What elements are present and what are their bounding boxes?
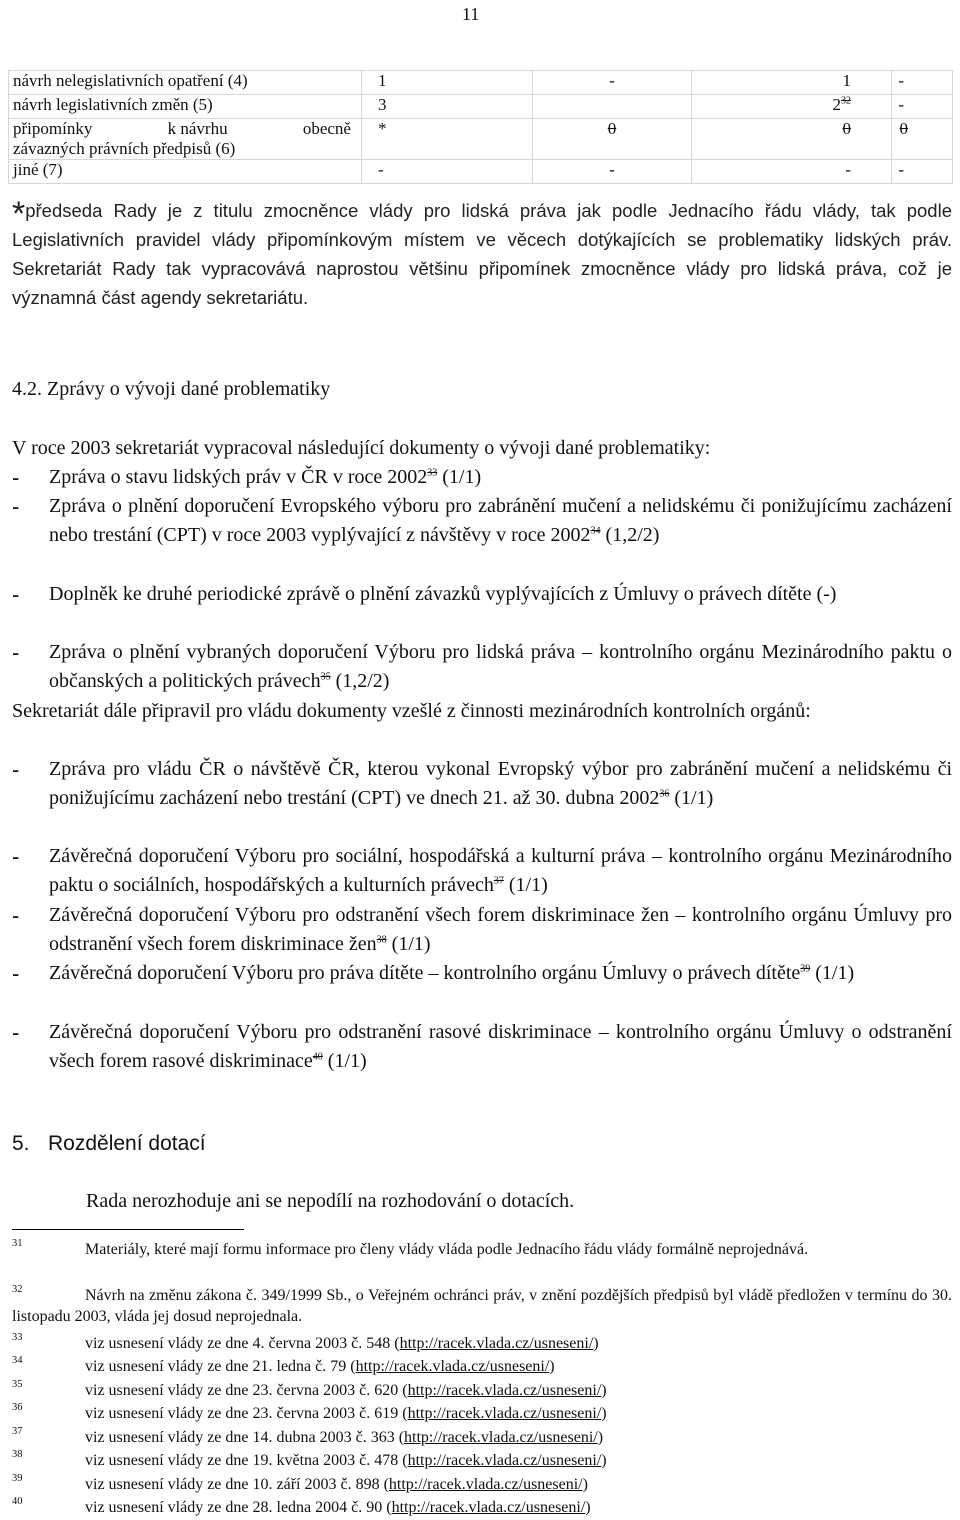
item-tail: (1/1) — [669, 787, 714, 809]
table-cell: 1 — [362, 71, 533, 95]
table-note — [12, 196, 952, 312]
table-cell: 0 — [533, 119, 692, 160]
label-part: závazných právních předpisů (6) — [13, 139, 236, 158]
footnote — [12, 1474, 952, 1495]
row-label: návrh nelegislativních opatření (4) — [9, 71, 362, 95]
list-item — [12, 463, 952, 492]
paragraph: Rada nerozhoduje ani se nepodílí na rozhodování o dotacích. — [86, 1190, 575, 1212]
footnote-text: viz usnesení vlády ze dne 21. ledna č. 79 ( — [85, 1358, 356, 1375]
footnote-text: viz usnesení vlády ze dne 23. června 2003 č. 619 ( — [85, 1405, 408, 1422]
dash-bullet: - — [12, 494, 20, 519]
footnote-ref: 37 — [493, 875, 504, 887]
footnote-text: viz usnesení vlády ze dne 4. června 2003 č. 548 ( — [85, 1335, 400, 1352]
statistics-table — [8, 70, 953, 184]
footnote-link[interactable]: http://racek.vlada.cz/usneseni/ — [399, 1335, 594, 1352]
footnote-separator — [12, 1229, 244, 1230]
dash-bullet: - — [12, 844, 20, 869]
footnote-text: viz usnesení vlády ze dne 19. května 2003 č. 478 ( — [85, 1452, 408, 1469]
row-label: jiné (7) — [9, 160, 362, 184]
list-item — [12, 492, 952, 550]
item-tail: (1,2/2) — [600, 524, 660, 546]
item-tail: (1,2/2) — [330, 670, 390, 692]
footnote-number: 36 — [12, 1402, 23, 1413]
dash-bullet: - — [12, 903, 20, 928]
footnote-end: ) — [593, 1335, 599, 1352]
table-cell: 0 — [692, 119, 892, 160]
asterisk-mark: * — [12, 195, 26, 233]
item-tail: (1/1) — [437, 466, 482, 488]
footnote — [12, 1497, 952, 1518]
table-cell: 0 — [892, 119, 953, 160]
label-part: k návrhu — [167, 119, 228, 138]
footnote-number: 38 — [12, 1449, 23, 1460]
item-text: Zpráva pro vládu ČR o návštěvě ČR, kterou vykonal Evropský výbor pro zabránění mučení a nelidskému či ponižujícímu zacházení nebo trestání (CPT) ve dnech 21. až 30. dubna 2002 — [49, 758, 952, 809]
row-label: návrh legislativních změn (5) — [9, 95, 362, 119]
footnote-text: viz usnesení vlády ze dne 14. dubna 2003 č. 363 ( — [85, 1429, 405, 1446]
table-row — [9, 119, 953, 160]
footnote — [12, 1450, 952, 1471]
item-tail: (1/1) — [810, 962, 855, 984]
paragraph: V roce 2003 sekretariát vypracoval následující dokumenty o vývoji dané problematiky: — [12, 437, 711, 459]
footnote-number: 37 — [12, 1426, 23, 1437]
table-cell: 3 — [362, 95, 533, 119]
table-cell: - — [533, 160, 692, 184]
footnote-link[interactable]: http://racek.vlada.cz/usneseni/ — [404, 1429, 598, 1446]
table-cell: - — [362, 160, 533, 184]
item-text: Závěrečná doporučení Výboru pro sociální, hospodářská a kulturní práva – kontrolního orgánu Mezinárodního paktu o sociálních, hospodářských a kulturních právech — [49, 845, 952, 896]
item-text: Doplněk ke druhé periodické zprávě o plnění závazků vyplývajících z Úmluvy o právech dítěte (-) — [49, 583, 837, 605]
footnote-number: 34 — [12, 1355, 23, 1366]
table-row — [9, 71, 953, 95]
footnote — [12, 1333, 952, 1354]
label-part: obecně — [302, 119, 351, 138]
footnote-end: ) — [585, 1499, 591, 1516]
list-item — [12, 755, 952, 813]
dash-bullet: - — [12, 640, 20, 665]
table-cell: - — [692, 160, 892, 184]
table-cell: - — [892, 71, 953, 95]
footnote-number: 39 — [12, 1473, 23, 1484]
cell-value: 2 — [832, 95, 841, 114]
page-number: 11 — [462, 4, 480, 24]
footnote-end: ) — [601, 1405, 607, 1422]
footnote-link[interactable]: http://racek.vlada.cz/usneseni/ — [355, 1358, 550, 1375]
table-row — [9, 95, 953, 119]
table-cell: - — [892, 160, 953, 184]
footnote-ref: 33 — [427, 467, 438, 479]
item-tail: (1/1) — [386, 933, 431, 955]
footnote-end: ) — [601, 1382, 607, 1399]
section-heading: 4.2. Zprávy o vývoji dané problematiky — [12, 378, 331, 400]
list-item — [12, 1018, 952, 1076]
footnote-link[interactable]: http://racek.vlada.cz/usneseni/ — [407, 1405, 602, 1422]
footnote-ref: 36 — [659, 788, 670, 800]
list-item — [12, 959, 952, 988]
footnote-text: Materiály, které mají formu informace pro členy vlády vláda podle Jednacího řádu vlády formálně neprojednává. — [85, 1241, 809, 1258]
footnote-end: ) — [601, 1452, 607, 1469]
dash-bullet: - — [12, 582, 20, 607]
item-tail: (1/1) — [322, 1050, 367, 1072]
footnote — [12, 1356, 952, 1377]
footnote-link[interactable]: http://racek.vlada.cz/usneseni/ — [407, 1452, 602, 1469]
footnote-number: 32 — [12, 1284, 23, 1295]
table-cell — [692, 95, 892, 119]
list-item — [12, 901, 952, 959]
footnote-ref: 38 — [376, 934, 387, 946]
footnote-ref: 39 — [800, 963, 811, 975]
dash-bullet: - — [12, 1020, 20, 1045]
footnote-ref: 34 — [590, 525, 601, 537]
footnote-link[interactable]: http://racek.vlada.cz/usneseni/ — [391, 1499, 586, 1516]
footnote — [12, 1239, 952, 1260]
list-item — [12, 638, 952, 696]
footnote-end: ) — [582, 1476, 588, 1493]
item-text: Zpráva o plnění doporučení Evropského výboru pro zabránění mučení a nelidskému či ponižujícímu zacházení nebo trestání (CPT) v roce 2003 vyplývající z návštěvy v roce 2002 — [49, 495, 952, 546]
footnote — [12, 1427, 952, 1448]
section-title: Rozdělení dotací — [48, 1132, 206, 1155]
footnote-text: viz usnesení vlády ze dne 23. června 2003 č. 620 ( — [85, 1382, 408, 1399]
list-item — [12, 842, 952, 900]
item-text: Závěrečná doporučení Výboru pro práva dítěte – kontrolního orgánu Úmluvy o právech dítěte — [49, 962, 801, 984]
footnote-text: viz usnesení vlády ze dne 10. září 2003 č. 898 ( — [85, 1476, 389, 1493]
table-cell: 1 — [692, 71, 892, 95]
footnote-ref: 35 — [320, 671, 331, 683]
table-row — [9, 160, 953, 184]
item-tail: (1/1) — [503, 874, 548, 896]
note-text: předseda Rady je z titulu zmocněnce vlády pro lidská práva jak podle Jednacího řádu vlády, tak podle Legislativních pravidel vlády připomínkovým místem ve věcech dotýkajících se problematiky lidských práv. Sekretariát Rady tak vypracovává naprostou většinu připomínek zmocněnce vlády pro lidská práva, což je významná část agendy sekretariátu. — [12, 200, 952, 308]
footnote-number: 33 — [12, 1332, 23, 1343]
table-cell: - — [533, 71, 692, 95]
label-part: připomínky — [13, 119, 93, 138]
footnote — [12, 1403, 952, 1424]
footnote-end: ) — [597, 1429, 604, 1446]
row-label — [9, 119, 362, 160]
footnote-end: ) — [549, 1358, 555, 1375]
item-text: Závěrečná doporučení Výboru pro odstranění všech forem diskriminace žen – kontrolního orgánu Úmluvy pro odstranění všech forem diskriminace žen — [49, 904, 952, 955]
footnote-ref: 32 — [841, 95, 851, 107]
dash-bullet: - — [12, 465, 20, 490]
item-text: Zpráva o plnění vybraných doporučení Výboru pro lidská práva – kontrolního orgánu Mezinárodního paktu o občanských a politických právech — [49, 641, 952, 692]
table-cell: * — [362, 119, 533, 160]
footnote — [12, 1380, 952, 1401]
footnote-link[interactable]: http://racek.vlada.cz/usneseni/ — [388, 1476, 583, 1493]
paragraph: Sekretariát dále připravil pro vládu dokumenty vzešlé z činnosti mezinárodních kontrolních orgánů: — [12, 700, 811, 722]
item-text: Zpráva o stavu lidských práv v ČR v roce 2002 — [49, 466, 428, 488]
footnote-number: 35 — [12, 1379, 23, 1390]
dash-bullet: - — [12, 961, 20, 986]
footnote-number: 40 — [12, 1496, 23, 1507]
section-number: 5. — [12, 1132, 30, 1155]
footnote-text: Návrh na změnu zákona č. 349/1999 Sb., o Veřejném ochránci práv, v znění pozdějších předpisů byl vládě předložen v termínu do 30. listopadu 2003, vláda jej dosud neprojednala. — [12, 1287, 952, 1325]
footnote-number: 31 — [12, 1238, 23, 1249]
footnote — [12, 1285, 952, 1327]
list-item — [12, 580, 952, 609]
section-heading — [12, 1132, 206, 1156]
table-cell: - — [892, 95, 953, 119]
footnote-ref: 40 — [312, 1051, 323, 1063]
table-cell — [533, 95, 692, 119]
footnote-text: viz usnesení vlády ze dne 28. ledna 2004 č. 90 ( — [85, 1499, 392, 1516]
item-text: Závěrečná doporučení Výboru pro odstranění rasové diskriminace – kontrolního orgánu Úmluvy o odstranění všech forem rasové diskriminace — [49, 1021, 952, 1072]
footnote-link[interactable]: http://racek.vlada.cz/usneseni/ — [407, 1382, 602, 1399]
dash-bullet: - — [12, 757, 20, 782]
